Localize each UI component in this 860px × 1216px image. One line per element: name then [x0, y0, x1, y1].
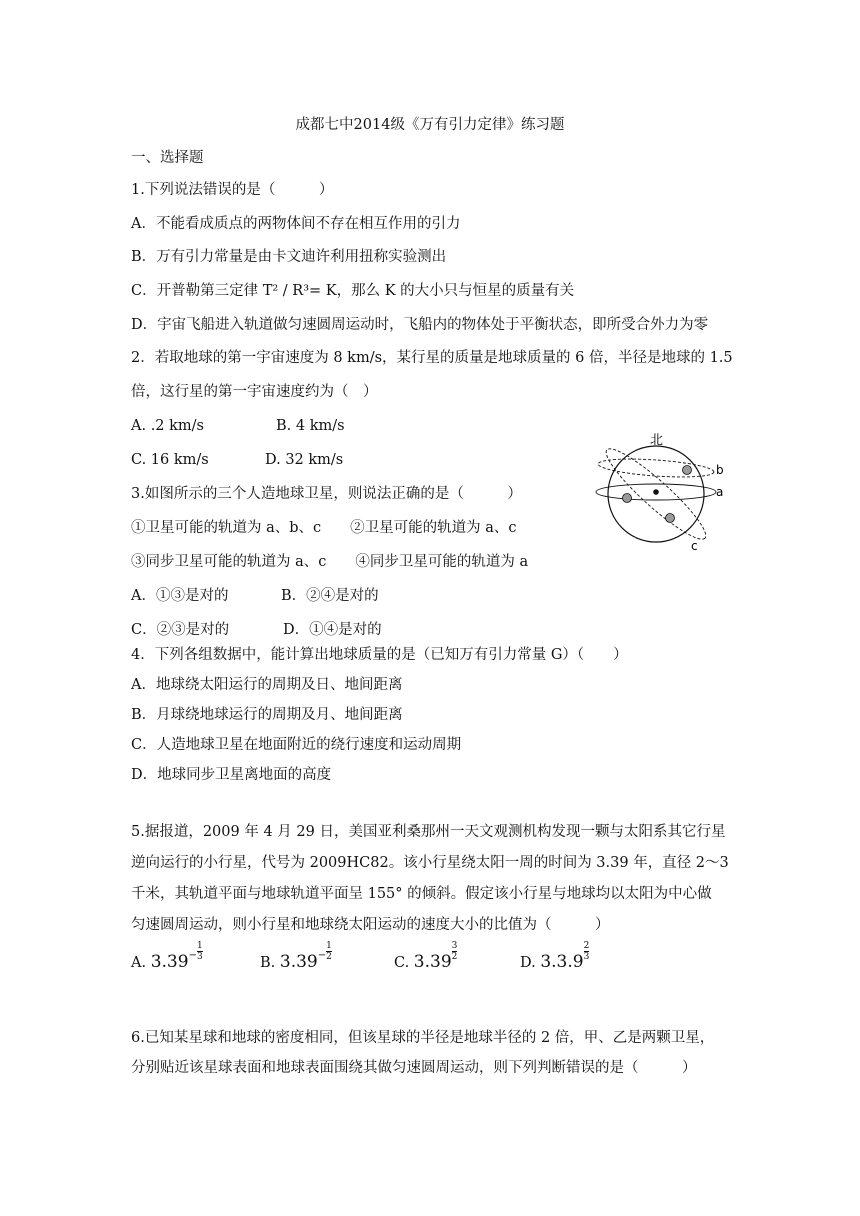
page-title: 成都七中2014级《万有引力定律》练习题 [295, 117, 565, 133]
q5-line2: 逆向运行的小行星，代号为 2009HC82。该小行星绕太阳一周的时间为 3.39 年，直径 2～3 [131, 855, 729, 871]
satellite-b [683, 466, 692, 475]
q5-option-d [520, 941, 590, 973]
q5-option-c-label: C. [394, 955, 410, 971]
q3-statement-1-2: ①卫星可能的轨道为 a、b、c ②卫星可能的轨道为 a、c [131, 520, 517, 536]
q1-option-c: C．开普勒第三定律 T² / R³= K，那么 K 的大小只与恒星的质量有关 [131, 283, 575, 299]
q3-option-c: C．②③是对的 [131, 622, 230, 638]
q2-option-c: C. 16 km/s [131, 452, 209, 468]
q2-stem-line2: 倍，这行星的第一宇宙速度约为（ ） [131, 384, 378, 400]
q4-option-a: A．地球绕太阳运行的周期及日、地间距离 [131, 677, 403, 693]
q3-statement-3-4: ③同步卫星可能的轨道为 a、c ④同步卫星可能的轨道为 a [131, 554, 529, 570]
q5-line4: 匀速圆周运动，则小行星和地球绕太阳运动的速度大小的比值为（ ） [131, 917, 610, 933]
q5-option-d-num: 2 [583, 941, 590, 951]
q4-option-c: C．人造地球卫星在地面附近的绕行速度和运动周期 [131, 737, 462, 753]
q3-option-a: A．①③是对的 [131, 588, 229, 604]
q5-option-c [394, 941, 458, 973]
satellite-a [623, 494, 632, 503]
q1-stem: 1.下列说法错误的是（ ） [131, 182, 334, 198]
q1-option-b: B．万有引力常量是由卡文迪许利用扭称实验测出 [131, 249, 447, 265]
q5-option-b-sign: − [317, 950, 327, 961]
q4-option-d: D．地球同步卫星离地面的高度 [131, 767, 332, 783]
q5-option-b-base: 3.39 [279, 952, 318, 972]
satellite-orbits-figure [588, 428, 738, 558]
q5-option-b-label: B. [260, 955, 276, 971]
q5-option-d-label: D. [520, 955, 536, 971]
q5-line3: 千米，其轨道平面与地球轨道平面呈 155° 的倾斜。假定该小行星与地球均以太阳为中心做 [131, 886, 712, 902]
q5-line1: 5.据报道，2009 年 4 月 29 日，美国亚利桑那州一天文观测机构发现一颗与太阳系其它行星 [131, 824, 726, 840]
q2-option-a: A. .2 km/s [131, 418, 204, 434]
q4-option-b: B．月球绕地球运行的周期及月、地间距离 [131, 707, 403, 723]
q2-option-b: B. 4 km/s [276, 418, 345, 434]
figure-north-label: 北 [650, 433, 664, 448]
q5-option-c-base: 3.39 [413, 952, 452, 972]
q3-option-b: B．②④是对的 [281, 588, 379, 604]
q5-option-a-label: A. [131, 955, 147, 971]
orbit-c-label: c [691, 539, 698, 553]
q5-option-a-base: 3.39 [150, 952, 189, 972]
orbit-a-label: a [716, 485, 724, 499]
q5-option-a-sign: − [188, 950, 197, 961]
q6-line2: 分别贴近该星球表面和地球表面围绕其做匀速圆周运动，则下列判断错误的是（ ） [131, 1060, 697, 1076]
q6-line1: 6.已知某星球和地球的密度相同，但该星球的半径是地球半径的 2 倍，甲、乙是两颗卫星， [131, 1030, 715, 1046]
satellite-c [666, 514, 675, 523]
q2-stem-line1: 2．若取地球的第一宇宙速度为 8 km/s，某行星的质量是地球质量的 6 倍，半径是地球的 1.5 [131, 350, 733, 366]
q4-stem: 4．下列各组数据中，能计算出地球质量的是（已知万有引力常量 G）（ ） [131, 647, 628, 663]
q3-option-d: D．①④是对的 [283, 622, 382, 638]
q5-option-a [131, 941, 203, 975]
q5-option-a-den: 3 [196, 952, 203, 962]
q5-option-c-num: 3 [451, 941, 458, 951]
q5-option-c-den: 2 [451, 952, 458, 962]
orbit-b-label: b [716, 463, 724, 477]
q2-option-d: D. 32 km/s [265, 452, 344, 468]
earth-center [653, 489, 659, 495]
q5-option-d-den: 3 [583, 952, 590, 962]
q5-option-d-base: 3.3.9 [540, 952, 584, 972]
q5-option-a-num: 1 [196, 941, 203, 951]
q5-option-b-den: 2 [326, 952, 332, 962]
section-heading: 一、选择题 [131, 150, 204, 166]
q5-option-b-num: 1 [326, 941, 332, 951]
q5-option-b [260, 941, 332, 975]
q1-option-a: A．不能看成质点的两物体间不存在相互作用的引力 [131, 216, 461, 232]
q3-stem: 3.如图所示的三个人造地球卫星，则说法正确的是（ ） [131, 486, 522, 502]
q1-option-d: D．宇宙飞船进入轨道做匀速圆周运动时，飞船内的物体处于平衡状态，即所受合外力为零 [131, 317, 709, 333]
